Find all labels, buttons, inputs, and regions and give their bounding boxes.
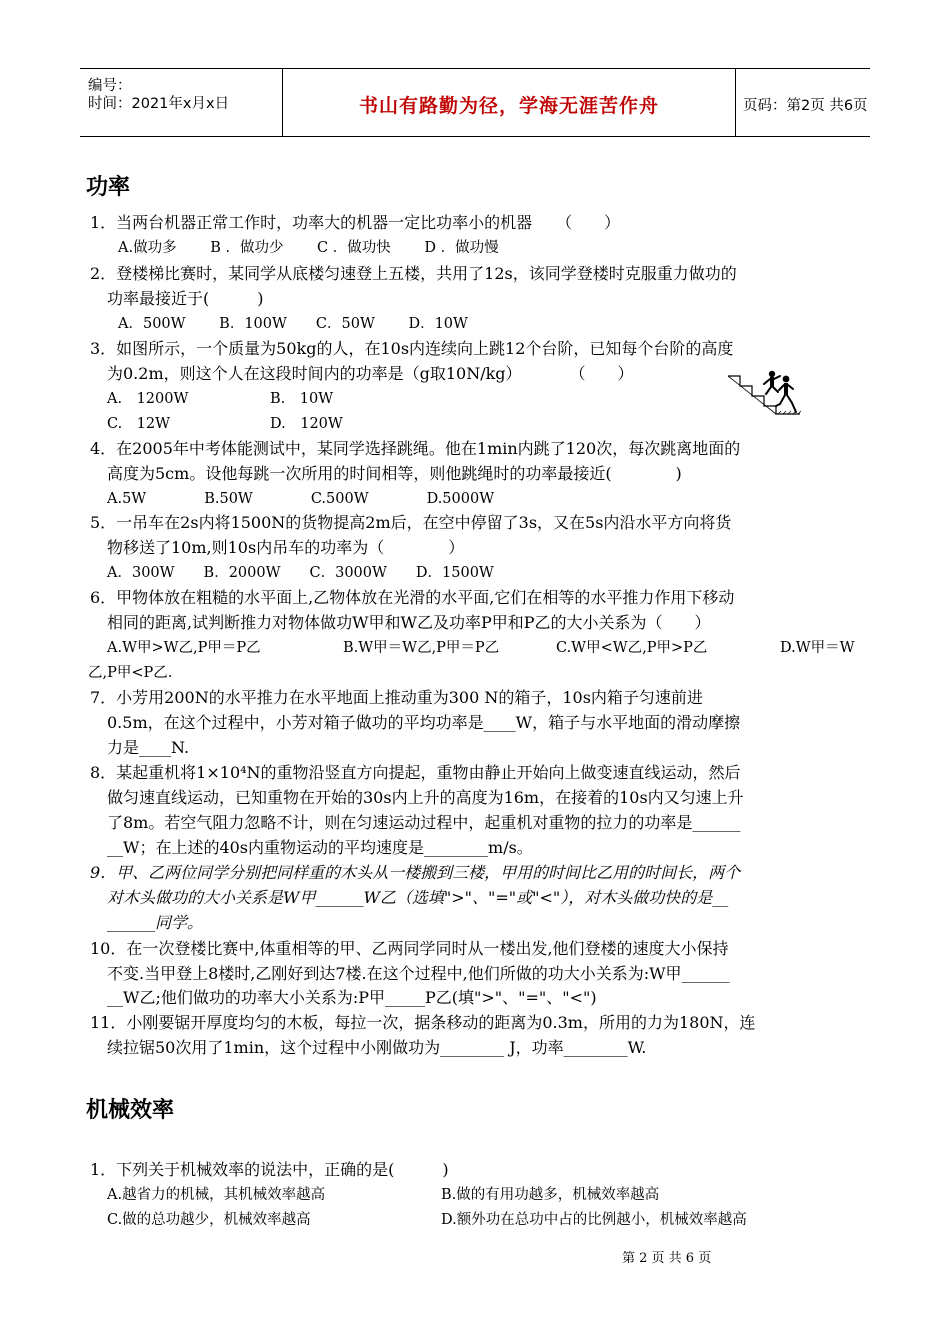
question-9-line2: 对木头做功的大小关系是W甲______W乙（选填">"、"="或"<"），对木头做功快的是__	[107, 888, 729, 907]
question-7-line2: 0.5m，在这个过程中，小芳对箱子做功的平均功率是____W，箱子与水平地面的滑动摩擦	[107, 713, 741, 732]
serial-label: 编号：	[88, 78, 132, 94]
question-1: 1．当两台机器正常工作时，功率大的机器一定比功率小的机器 （ ）	[90, 213, 621, 232]
page-label: 页码：第2页 共6页	[743, 98, 868, 114]
header-left-cell	[80, 69, 282, 136]
question-6-line1: 6．甲物体放在粗糙的水平面上,乙物体放在光滑的水平面,它们在相等的水平推力作用下移动	[90, 588, 735, 607]
question-4-line1: 4．在2005年中考体能测试中，某同学选择跳绳。他在1min内跳了120次，每次跳离地面的	[90, 439, 741, 458]
question-6-option-c: C.W甲<W乙,P甲>P乙	[556, 640, 708, 656]
question-5-line1: 5．一吊车在2s内将1500N的货物提高2m后，在空中停留了3s，又在5s内沿水平方向将货	[90, 513, 732, 532]
efficiency-question-1-option-d: D.额外功在总功中占的比例越小，机械效率越高	[441, 1212, 747, 1228]
question-6-option-d: D.W甲＝W	[780, 640, 855, 656]
question-5-options: A．300W B．2000W C．3000W D．1500W	[107, 565, 494, 581]
question-8-line4: __W；在上述的40s内重物运动的平均速度是________m/s。	[107, 838, 533, 857]
question-10-line3: __W乙;他们做功的功率大小关系为:P甲_____P乙(填">"、"="、"<")	[107, 988, 597, 1007]
question-3-option-b: B. 10W	[270, 391, 334, 407]
question-2-options: A．500W B．100W C．50W D．10W	[118, 316, 468, 332]
question-8-line1: 8．某起重机将1×10⁴N的重物沿竖直方向提起，重物由静止开始向上做变速直线运动，然后	[90, 763, 741, 782]
question-6-line2: 相同的距离,试判断推力对物体做功W甲和W乙及功率P甲和P乙的大小关系为（ ）	[107, 613, 711, 632]
header-middle-cell	[282, 69, 736, 136]
question-11-line2: 续拉锯50次用了1min，这个过程中小刚做功为________ J，功率________W.	[107, 1038, 647, 1057]
question-10-line2: 不变.当甲登上8楼时,乙刚好到达7楼.在这个过程中,他们所做的功大小关系为:W甲______	[107, 964, 730, 983]
time-label: 时间：2021年x月x日	[88, 96, 230, 112]
section-title-power: 功率	[86, 175, 131, 200]
question-8-line2: 做匀速直线运动，已知重物在开始的30s内上升的高度为16m，在接着的10s内又匀速上升	[107, 788, 744, 807]
question-1-options: A.做功多 B ．做功少 C ．做功快 D ．做功慢	[118, 240, 499, 256]
question-5-line2: 物移送了10m,则10s内吊车的功率为（ ）	[107, 538, 465, 557]
question-3-option-d: D. 120W	[270, 416, 343, 432]
page-header	[80, 68, 870, 137]
question-7-line3: 力是____N.	[107, 738, 190, 757]
section-title-efficiency: 机械效率	[86, 1098, 175, 1123]
stairs-jumping-figure-icon	[726, 366, 802, 416]
page-footer: 第 2 页 共 6 页	[622, 1251, 712, 1266]
question-6-option-a: A.W甲>W乙,P甲＝P乙	[107, 640, 261, 656]
question-3-line2: 为0.2m，则这个人在这段时间内的功率是（g取10N/kg） （ ）	[107, 364, 634, 383]
efficiency-question-1: 1．下列关于机械效率的说法中，正确的是( )	[90, 1160, 449, 1179]
question-4-options: A.5W B.50W C.500W D.5000W	[107, 491, 495, 507]
question-10-line1: 10．在一次登楼比赛中,体重相等的甲、乙两同学同时从一楼出发,他们登楼的速度大小保持	[90, 939, 729, 958]
question-6-option-b: B.W甲＝W乙,P甲＝P乙	[343, 640, 500, 656]
question-3-line1: 3．如图所示，一个质量为50kg的人，在10s内连续向上跳12个台阶，已知每个台阶的高度	[90, 339, 734, 358]
question-3-option-a: A. 1200W	[107, 391, 189, 407]
header-right-cell	[735, 69, 870, 136]
question-2-line1: 2．登楼梯比赛时，某同学从底楼匀速登上五楼，共用了12s，该同学登楼时克服重力做功的	[90, 264, 737, 283]
question-6-line4: 乙,P甲<P乙.	[88, 665, 173, 681]
question-4-line2: 高度为5cm。设他每跳一次所用的时间相等，则他跳绳时的功率最接近( )	[107, 464, 682, 483]
question-7-line1: 7．小芳用200N的水平推力在水平地面上推动重为300 N的箱子，10s内箱子匀速前进	[90, 688, 703, 707]
motto: 书山有路勤为径，学海无涯苦作舟	[358, 95, 659, 117]
efficiency-question-1-option-a: A.越省力的机械，其机械效率越高	[107, 1187, 326, 1203]
question-9-line3: ______同学。	[107, 913, 204, 932]
question-9-line1: 9．甲、乙两位同学分别把同样重的木头从一楼搬到三楼，甲用的时间比乙用的时间长，两个	[90, 863, 741, 882]
efficiency-question-1-option-b: B.做的有用功越多，机械效率越高	[441, 1187, 660, 1203]
question-3-option-c: C. 12W	[107, 416, 171, 432]
question-8-line3: 了8m。若空气阻力忽略不计，则在匀速运动过程中，起重机对重物的拉力的功率是______	[107, 813, 741, 832]
question-11-line1: 11．小刚要锯开厚度均匀的木板，每拉一次，据条移动的距离为0.3m，所用的力为180N，连	[90, 1013, 756, 1032]
question-2-line2: 功率最接近于( )	[107, 289, 264, 308]
efficiency-question-1-option-c: C.做的总功越少，机械效率越高	[107, 1212, 311, 1228]
